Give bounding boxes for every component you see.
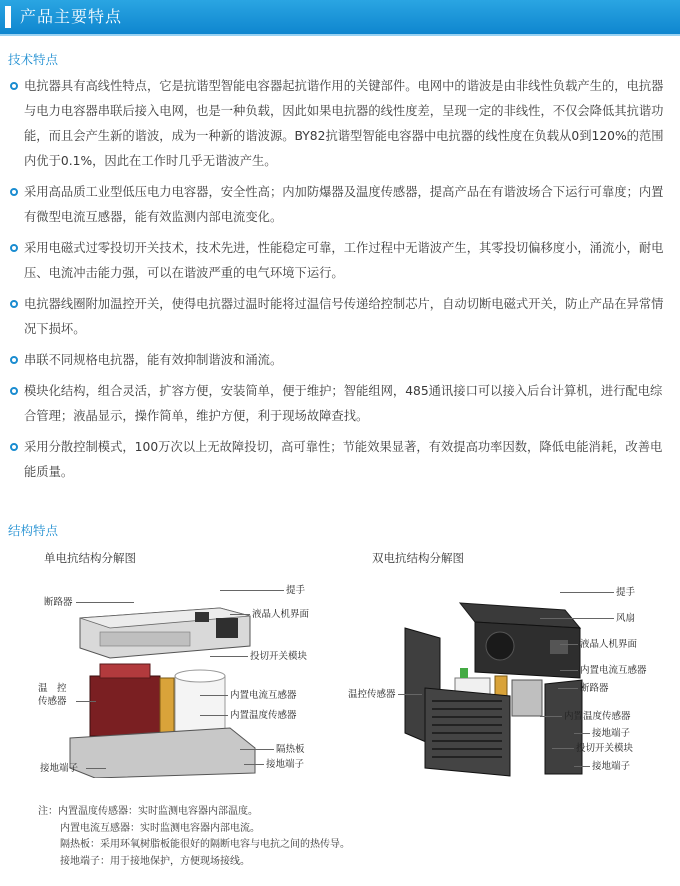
double-reactor-diagram-title: 双电抗结构分解图 (372, 551, 464, 565)
diagram-notes (38, 804, 350, 870)
leader-line (200, 715, 228, 716)
note-line: 接地端子：用于接地保护，方便现场接线。 (60, 855, 250, 867)
tech-feature-list (8, 74, 670, 491)
callout-ground-terminal-right: 接地端子 (266, 759, 305, 770)
feature-text: 电抗器具有高线性特点，它是抗谐型智能电容器起抗谐作用的关键部件。电网中的谐波是由非线性负载产生的，电抗器与电力电容器串联后接入电网，也是一种负载，因此如果电抗器的线性度差，呈现一定的非线性，不仅会降低其抗谐功能，而且会产生新的谐波，成为一种新的谐波源。BY82抗谐型智能电容器中电抗器的线性度在负载从0到120%的范围内优于0.1%，因此在工作时几乎无谐波产生。 (24, 79, 664, 168)
feature-item (8, 236, 670, 286)
leader-line (210, 656, 248, 657)
header-underline (0, 34, 680, 36)
callout-temp-control-sensor: 温控传感器 (348, 689, 396, 700)
callout-temp-control: 温 控 (38, 683, 67, 694)
leader-line (574, 733, 590, 734)
callout-temp-sensor: 内置温度传感器 (230, 710, 297, 721)
leader-line (552, 748, 574, 749)
callout-fan: 风扇 (616, 613, 636, 624)
feature-item (8, 74, 670, 174)
leader-line (560, 644, 578, 645)
callout-temp-sensor: 内置温度传感器 (564, 711, 631, 722)
feature-item (8, 435, 670, 485)
callout-switch-module: 投切开关模块 (576, 743, 634, 754)
leader-line (574, 766, 590, 767)
leader-line (76, 701, 96, 702)
bullet-icon (10, 188, 18, 196)
callout-switch-module: 投切开关模块 (250, 651, 308, 662)
bullet-icon (10, 443, 18, 451)
callout-current-transformer: 内置电流互感器 (580, 665, 647, 676)
leader-line (76, 602, 134, 603)
callout-lcd: 液晶人机界面 (580, 639, 638, 650)
feature-text: 采用分散控制模式，100万次以上无故障投切，高可靠性；节能效果显著，有效提高功率因数，降低电能消耗，改善电能质量。 (24, 440, 663, 479)
leader-line (240, 749, 274, 750)
leader-line (244, 764, 264, 765)
leader-line (220, 590, 284, 591)
feature-text: 模块化结构，组合灵活，扩容方便，安装简单，便于维护；智能组网，485通讯接口可以接入后台计算机，进行配电综合管理；液晶显示，操作简单，维护方便，利于现场故障查找。 (24, 384, 663, 423)
leader-line (398, 694, 422, 695)
callout-ground-terminal-right-top: 接地端子 (592, 728, 631, 739)
note-line: 注：内置温度传感器：实时监测电容器内部温度。 (38, 806, 258, 817)
callout-sensor: 传感器 (38, 696, 67, 707)
bullet-icon (10, 387, 18, 395)
callout-breaker: 断路器 (580, 683, 609, 694)
callout-ground-terminal-left: 接地端子 (40, 763, 79, 774)
tech-section-title: 技术特点 (8, 52, 59, 67)
feature-item (8, 180, 670, 230)
section-header-bar (0, 0, 680, 34)
callout-ground-terminal-right-bottom: 接地端子 (592, 761, 631, 772)
bullet-icon (10, 300, 18, 308)
feature-text: 采用电磁式过零投切开关技术，技术先进，性能稳定可靠，工作过程中无谐波产生，其零投切偏移度小，涌流小，耐电压、电流冲击能力强，可以在谐波严重的电气环境下运行。 (24, 241, 664, 280)
callout-handle: 提手 (616, 587, 636, 598)
bullet-icon (10, 82, 18, 90)
leader-line (558, 688, 578, 689)
callout-handle: 提手 (286, 585, 306, 596)
header-accent-mark (5, 6, 11, 28)
bullet-icon (10, 356, 18, 364)
leader-line (230, 614, 250, 615)
feature-text: 采用高品质工业型低压电力电容器，安全性高；内加防爆器及温度传感器，提高产品在有谐波场合下运行可靠度；内置有微型电流互感器，能有效监测内部电流变化。 (24, 185, 664, 224)
leader-line (86, 768, 106, 769)
page-title: 产品主要特点 (20, 7, 123, 26)
structure-section-title: 结构特点 (8, 523, 59, 538)
feature-text: 串联不同规格电抗器，能有效抑制谐波和涌流。 (24, 353, 283, 367)
callout-breaker: 断路器 (44, 597, 73, 608)
bullet-icon (10, 244, 18, 252)
callout-current-transformer: 内置电流互感器 (230, 690, 297, 701)
note-line: 内置电流互感器：实时监测电容器内部电流。 (60, 822, 260, 834)
feature-text: 电抗器线圈附加温控开关，使得电抗器过温时能将过温信号传递给控制芯片，自动切断电磁式开关，防止产品在异常情况下损坏。 (24, 297, 664, 336)
leader-line (540, 716, 562, 717)
feature-item (8, 348, 670, 373)
leader-line (540, 618, 614, 619)
note-line: 隔热板：采用环氧树脂板能很好的隔断电容与电抗之间的热传导。 (60, 839, 350, 850)
feature-item (8, 379, 670, 429)
feature-item (8, 292, 670, 342)
single-reactor-diagram-title: 单电抗结构分解图 (44, 551, 136, 565)
leader-line (200, 695, 228, 696)
leader-line (560, 670, 578, 671)
callout-lcd: 液晶人机界面 (252, 609, 310, 620)
callout-heat-shield: 隔热板 (276, 744, 305, 755)
leader-line (560, 592, 614, 593)
